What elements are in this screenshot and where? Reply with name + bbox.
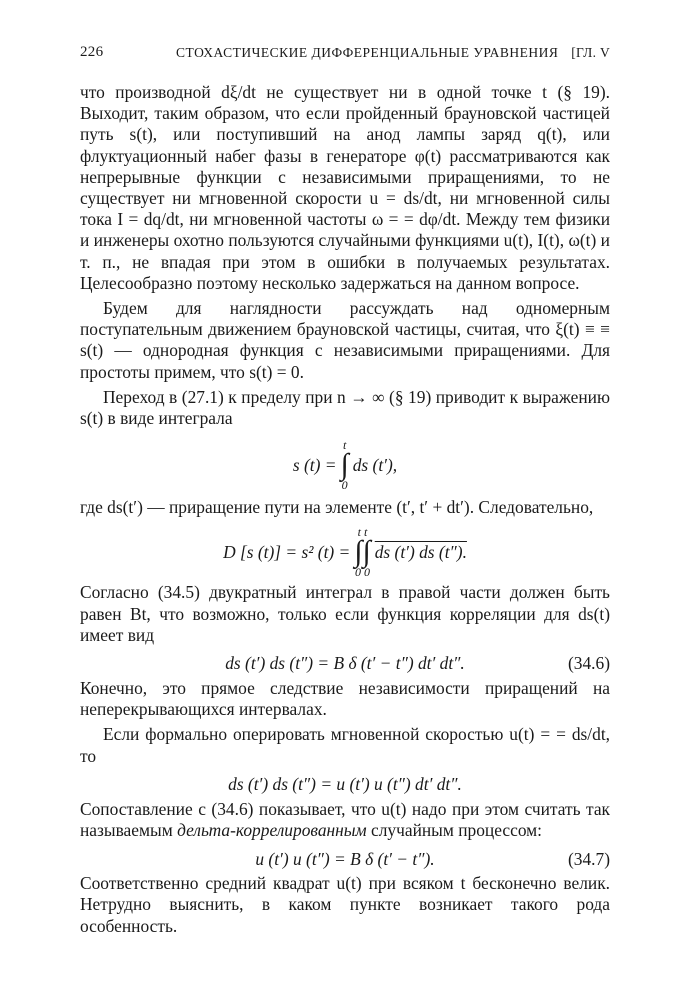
paragraph-8 <box>80 799 610 841</box>
paragraph-8-emphasis: дельта-коррелированным <box>177 820 367 841</box>
double-integral-lower-limits: 0 0 <box>355 565 371 580</box>
formula-4: ds (t′) ds (t″) = u (t′) u (t″) dt′ dt″. <box>228 774 462 795</box>
running-title: СТОХАСТИЧЕСКИЕ ДИФФЕРЕНЦИАЛЬНЫЕ УРАВНЕНИЯ <box>176 45 559 60</box>
formula-s-integral <box>80 433 610 497</box>
equation-number-34-6: (34.6) <box>567 653 610 674</box>
formula-34-6 <box>80 650 610 678</box>
chapter-label: [ГЛ. V <box>571 45 610 60</box>
equation-number-34-7: (34.7) <box>567 848 610 869</box>
formula-2-right: ds (t′) ds (t″). <box>374 541 467 562</box>
paragraph-7: Если формально оперировать мгновенной скоростью u(t) = = ds/dt, то <box>80 724 610 766</box>
paragraph-3: Переход в (27.1) к пределу при n → ∞ (§ 19) приводит к выражению s(t) в виде интеграла <box>80 386 610 429</box>
paragraph-1: что производной dξ/dt не существует ни в одной точке t (§ 19). Выходит, таким образом, что если пройденный брауновской частицей путь s(t), или поступивший на анод лампы заряд q(t), или флуктуационный набег фазы в генераторе φ(t) рассматриваются как непрерывные функции с независимыми приращениями, то не существует ни мгновенной скорости u = ds/dt, ни мгновенной силы тока I = dq/dt, ни мгновенной частоты ω = = dφ/dt. Между тем физики и инженеры охотно пользуются случайными функциями u(t), I(t), ω(t) и т. п., не впадая при этом в ошибки в получаемых результатах. Целесообразно поэтому несколько задержаться на данном вопросе. <box>80 82 610 293</box>
formula-variance <box>80 522 610 582</box>
formula-2-left: D [s (t)] = s² (t) = <box>223 541 351 562</box>
formula-1-right: ds (t′), <box>352 454 398 475</box>
integral-upper-limit: t <box>342 438 347 453</box>
paragraph-8-after: случайным процессом: <box>371 820 543 841</box>
formula-5: u (t′) u (t″) = B δ (t′ − t″). <box>255 848 435 869</box>
paragraph-8-before: Сопоставление с (34.6) показывает, что u(t) надо при этом считать так называемым <box>80 798 610 841</box>
integral-lower-limit: 0 <box>341 478 348 493</box>
paragraph-5: Согласно (34.5) двукратный интеграл в правой части должен быть равен Bt, что возможно, только если функция корреляции для ds(t) имеет вид <box>80 582 610 645</box>
page-body <box>80 82 610 941</box>
formula-velocity-correlation <box>80 771 610 799</box>
double-integral-upper-limits: t t <box>357 525 368 540</box>
paragraph-2: Будем для наглядности рассуждать над одномерным поступательным движением брауновской частицы, считая, что ξ(t) ≡ ≡ s(t) — однородная функция с независимыми приращениями. Для простоты примем, что s(t) = 0. <box>80 298 610 382</box>
formula-1-left: s (t) = <box>292 454 337 475</box>
integral-sign: t ∫ 0 <box>340 438 349 493</box>
formula-3: ds (t′) ds (t″) = B δ (t′ − t″) dt′ dt″. <box>225 653 465 674</box>
paragraph-9: Соответственно средний квадрат u(t) при всяком t бесконечно велик. Нетрудно выяснить, в каком пункте возникает такого рода особенность. <box>80 873 610 936</box>
paragraph-6: Конечно, это прямое следствие независимости приращений на неперекрывающихся интервалах. <box>80 678 610 720</box>
formula-34-7 <box>80 845 610 873</box>
double-integral-sign: t t ∫∫ 0 0 <box>354 525 371 580</box>
page-number: 226 <box>80 44 104 60</box>
page-header <box>80 44 610 66</box>
paragraph-4: где ds(t′) — приращение пути на элементе (t′, t′ + dt′). Следовательно, <box>80 497 594 518</box>
